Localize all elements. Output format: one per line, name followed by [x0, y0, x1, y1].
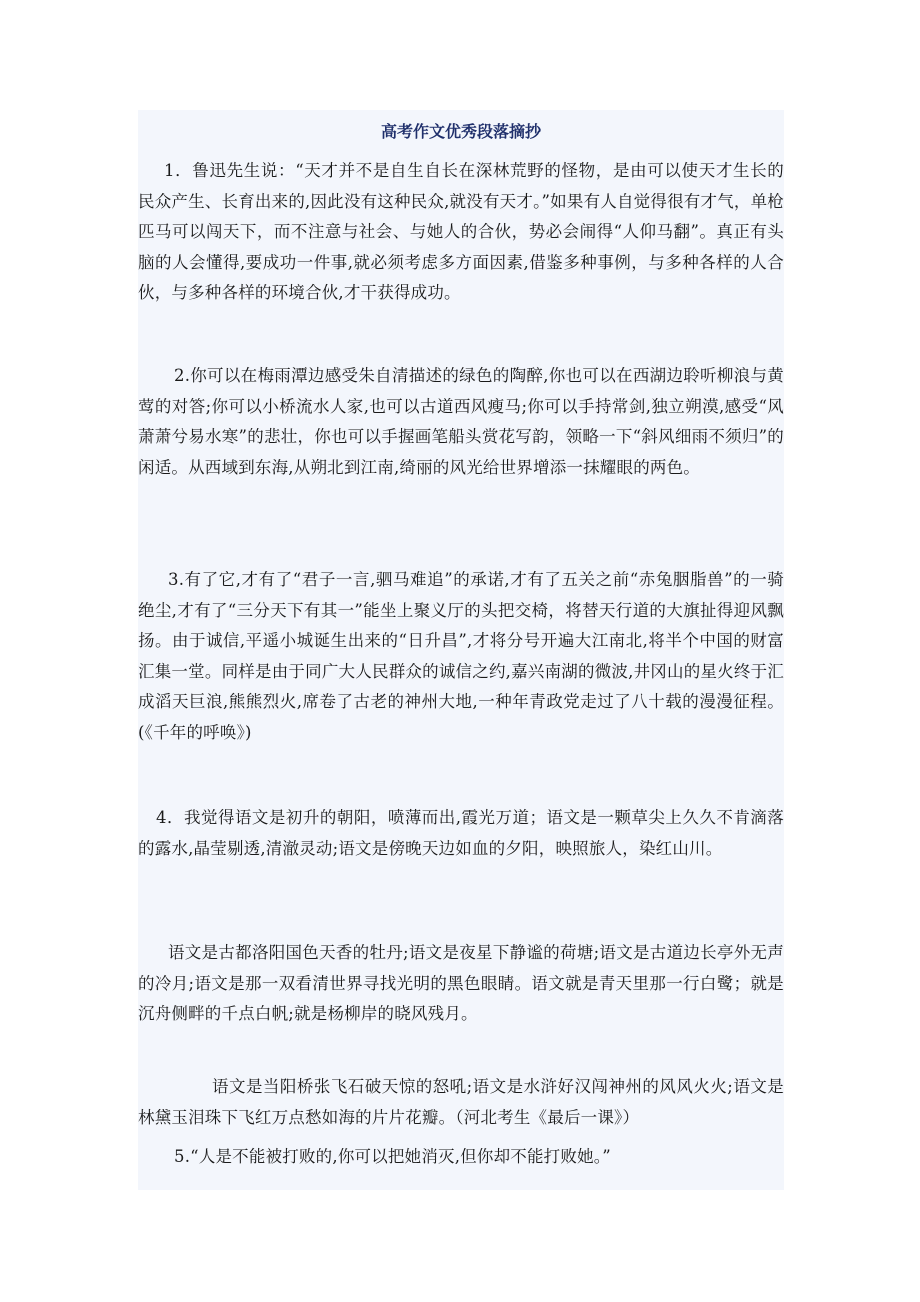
document-title: 高考作文优秀段落摘抄 — [380, 122, 541, 141]
document-page — [138, 110, 784, 1190]
paragraph-4: 4．我觉得语文是初升的朝阳，喷薄而出,霞光万道；语文是一颗草尖上久久不肯滴落的露水,晶莹剔透,清澈灵动;语文是傍晚天边如血的夕阳，映照旅人，染红山川。 — [138, 808, 784, 858]
paragraph-4-continued-b: 语文是当阳桥张飞石破天惊的怒吼;语文是水浒好汉闯神州的风风火火;语文是林黛玉泪珠下飞红万点愁如海的片片花瓣。（河北考生《最后一课》） — [138, 1077, 784, 1127]
paragraph-5: 5.“人是不能被打败的,你可以把她消灭,但你却不能打败她。” — [174, 1147, 611, 1166]
paragraph-3: 3.有了它,才有了“君子一言,驷马难追”的承诺,才有了五关之前“赤兔胭脂兽”的一骑绝尘,才有了“三分天下有其一”能坐上聚义厅的头把交椅，将替天行道的大旗扯得迎风飘扬。由于诚信,平遥小城诞生出来的“日升昌”,才将分号开遍大江南北,将半个中国的财富汇集一堂。同样是由于同广大人民群众的诚信之约,嘉兴南湖的微波,井冈山的星火终于汇成滔天巨浪,熊熊烈火,席卷了古老的神州大地,一种年青政党走过了八十载的漫漫征程。(《千年的呼唤》) — [138, 570, 784, 742]
paragraph-1: 1．鲁迅先生说：“天才并不是自生自长在深林荒野的怪物，是由可以使天才生长的民众产生、长育出来的,因此没有这种民众,就没有天才。”如果有人自觉得很有才气，单枪匹马可以闯天下，而不注意与社会、与她人的合伙，势必会闹得“人仰马翻”。真正有头脑的人会懂得,要成功一件事,就必须考虑多方面因素,借鉴多种事例，与多种各样的人合伙，与多种各样的环境合伙,才干获得成功。 — [138, 161, 784, 302]
paragraph-2: 2.你可以在梅雨潭边感受朱自清描述的绿色的陶醉,你也可以在西湖边聆听柳浪与黄莺的对答;你可以小桥流水人家,也可以古道西风瘦马;你可以手持常剑,独立朔漠,感受“风萧萧兮易水寒”的悲壮，你也可以手握画笔船头赏花写韵，领略一下“斜风细雨不须归”的闲适。从西域到东海,从朔北到江南,绮丽的风光给世界增添一抹耀眼的两色。 — [138, 366, 784, 477]
paragraph-4-continued-a: 语文是古都洛阳国色天香的牡丹;语文是夜星下静谧的荷塘;语文是古道边长亭外无声的冷月;语文是那一双看清世界寻找光明的黑色眼睛。语文就是青天里那一行白鹭；就是沉舟侧畔的千点白帆;就是杨柳岸的晓风残月。 — [138, 943, 784, 1023]
